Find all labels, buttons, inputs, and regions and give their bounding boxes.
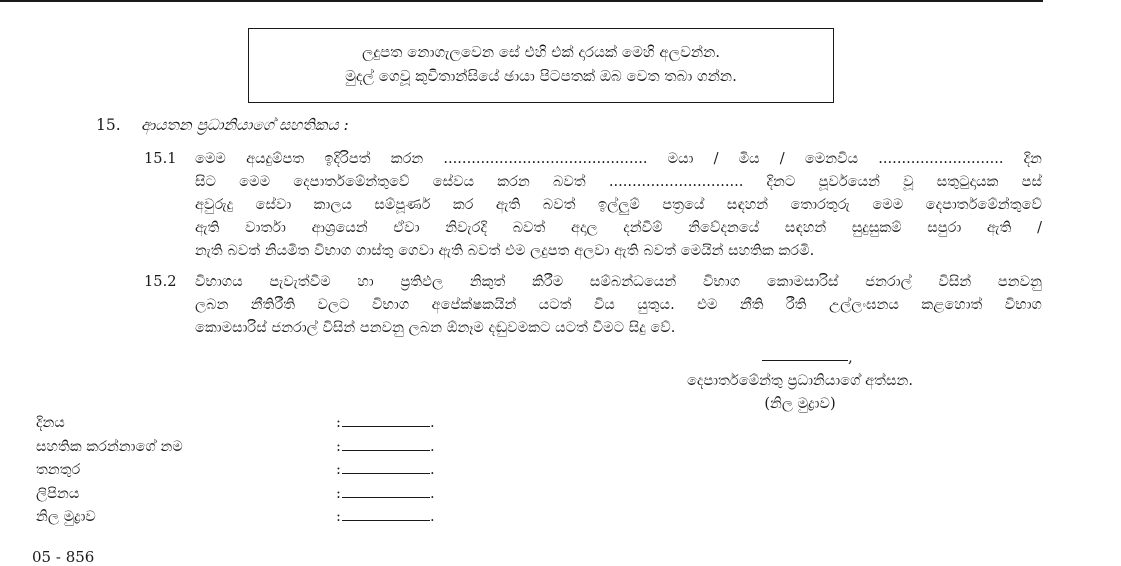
paragraph-line: ඇති වාර්තා ආශ්‍රයෙන් ඒවා නිවැරදි බවත් අදාල දන්වීම් නිවේදනයේ සඳහන් සුදුසුකම් සපුරා ඇති /: [195, 219, 1042, 236]
field-label: නිල මුද්‍රාව: [36, 508, 96, 525]
paragraph-line: අවුරුදු සේවා කාලය සම්පූර්ණ කර ඇති බවත් ඉල්ලුම් පත්‍රයේ සඳහන් තොරතුරු මෙම දෙපාර්තමේන්තුවේ: [195, 196, 1042, 213]
field-blank-line: [342, 520, 430, 521]
field-dot: .: [430, 414, 435, 431]
field-colon: :: [336, 437, 341, 455]
paragraph-text: [195, 270, 1042, 339]
paragraph-text: [195, 147, 1042, 262]
receipt-notice-box: [248, 28, 834, 103]
paragraph-number: 15.2: [144, 273, 177, 290]
field-blank-line: [342, 497, 430, 498]
paragraph-line: ලබන නීතිරීති වලට විභාග අපේක්ෂකයින් යටත් විය යුතුය. එම නීති රීති උල්ලංඝනය කළහොත් විභාග: [195, 296, 1042, 313]
field-dot: .: [430, 484, 435, 502]
paragraph-15-1: [144, 147, 1042, 262]
section-title: ආයතන ප්‍රධානියාගේ සහතිකය :: [140, 116, 349, 134]
field-colon: :: [336, 461, 341, 478]
section-number: 15.: [96, 116, 121, 134]
field-label: තනතුර: [36, 461, 81, 478]
field-dot: .: [430, 437, 435, 455]
field-blank-line: [342, 426, 430, 427]
document-code: 05 - 856: [32, 548, 95, 566]
paragraph-line: කොමසාරිස් ජනරාල් විසින් පනවනු ලබන ඕනෑම දඬුවමකට යටත් වීමට සිදු වේ.: [195, 319, 676, 336]
notice-line-1: ලදුපත නොගැලවෙන සේ එහි එක් දාරයක් මෙහි අලවන්න.: [361, 43, 721, 61]
official-stamp-caption: (නිල මුද්‍රාව): [764, 395, 836, 412]
field-dot: .: [430, 461, 435, 478]
field-blank-line: [342, 473, 430, 474]
field-colon: :: [336, 484, 341, 502]
field-colon: :: [336, 414, 341, 431]
paragraph-line: නැති බවත් නියමිත විභාග ගාස්තු ගෙවා ඇති බවත් එම ලදුපත අලවා ඇති බවත් මෙයින් සහතික කරමි.: [195, 242, 815, 259]
field-colon: :: [336, 508, 341, 525]
notice-line-2: මුදල් ගෙවූ කුවිතාන්සියේ ඡායා පිටපතක් ඔබ වෙත තබා ගන්න.: [345, 67, 737, 85]
paragraph-15-2: [144, 270, 1042, 339]
paragraph-line: සිට මෙම දෙපාර්තමේන්තුවේ සේවය කරන බවත් ............................. දිනට පූර්වයෙන් වූ සතුටුදායක පස්: [195, 173, 1042, 190]
field-label: දිනය: [36, 414, 65, 431]
paragraph-line: මෙම අයදුම්පත ඉදිරිපත් කරන ............................................ මයා / මිය / මෙනවිය ........................... දින: [195, 150, 1042, 167]
top-rule: [0, 0, 1043, 2]
signature-comma: ,: [848, 348, 853, 366]
field-label: ලිපිනය: [36, 484, 80, 502]
paragraph-line: විභාගය පැවැත්වීම හා ප්‍රතිඵල නිකුත් කිරීම සම්බන්ධයෙන් විභාග කොමසාරිස් ජනරාල් විසින් පනවනු: [195, 273, 1042, 290]
signature-caption: දෙපාර්තමේන්තු ප්‍රධානියාගේ අත්සන.: [686, 372, 913, 389]
field-label: සහතික කරන්නාගේ නම: [36, 437, 183, 455]
signature-line: [762, 360, 848, 361]
field-dot: .: [430, 508, 435, 525]
field-blank-line: [342, 450, 430, 451]
paragraph-number: 15.1: [144, 150, 177, 167]
section-heading: [96, 116, 349, 135]
